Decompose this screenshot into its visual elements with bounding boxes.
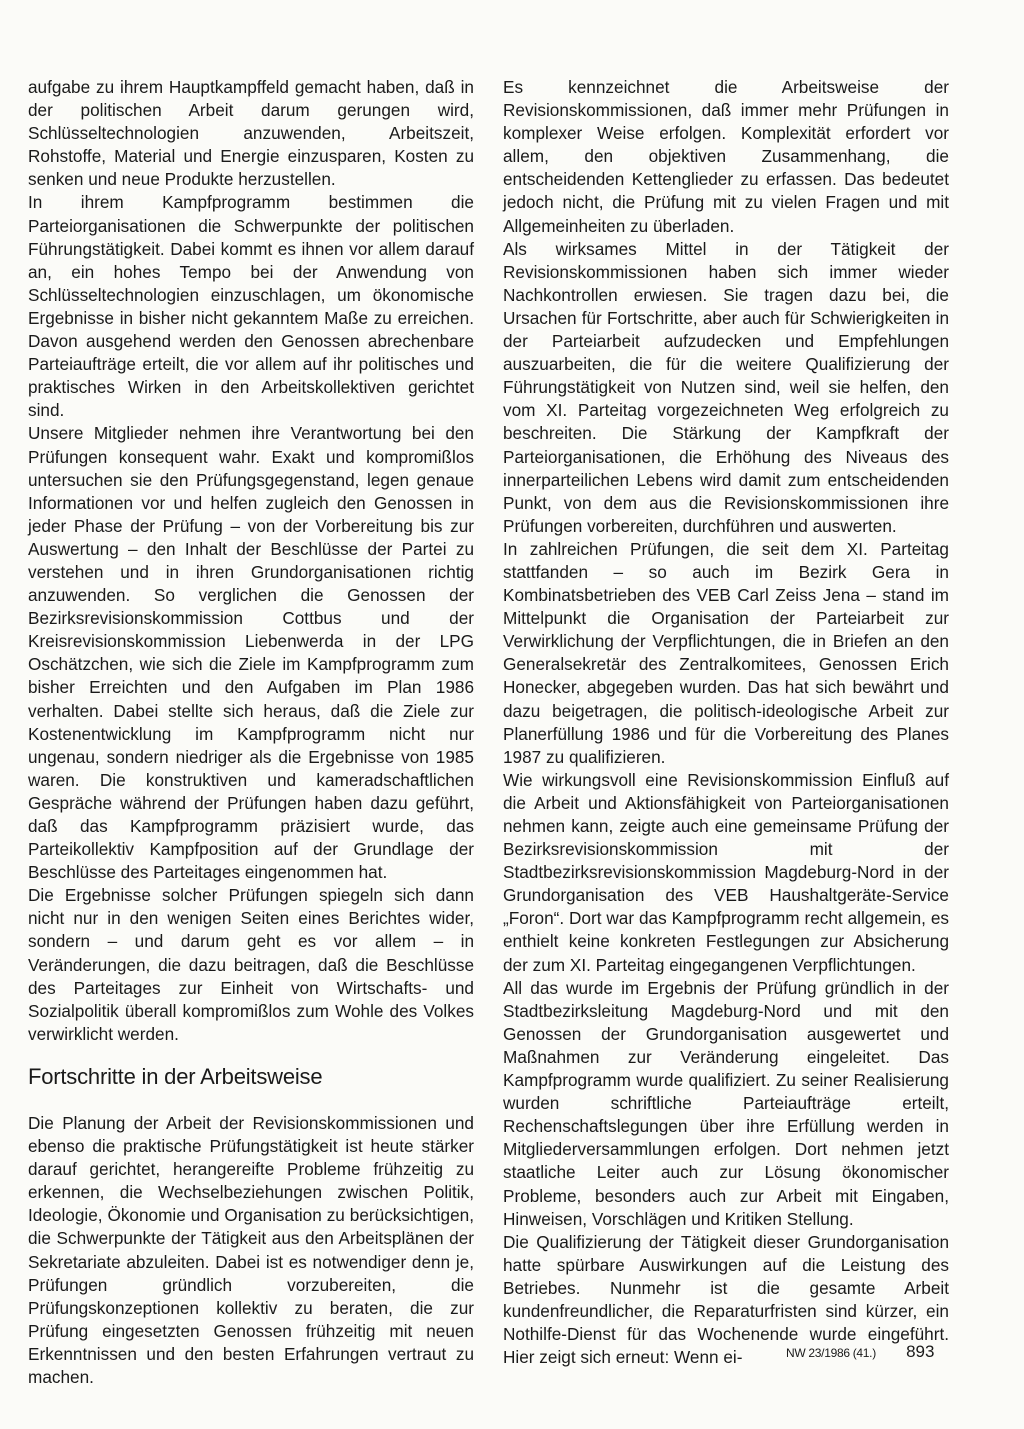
page-footer — [786, 1342, 934, 1362]
issue-reference: NW 23/1986 (41.) — [786, 1346, 876, 1360]
paragraph: Die Qualifizierung der Tätigkeit dieser Grundorganisation hatte spürbare Auswirkungen auf die Leistung des Betriebes. Nunmehr ist die gesamte Arbeit kundenfreundlicher, die Reparaturfristen sind kürzer, ein Nothilfe-Dienst für das Wochenende wurde eingeführt. Hier zeigt sich erneut: Wenn ei- — [503, 1231, 949, 1368]
page-number: 893 — [906, 1342, 935, 1361]
left-column — [28, 76, 474, 1389]
paragraph: In ihrem Kampfprogramm bestimmen die Parteiorganisationen die Schwerpunkte der politischen Führungstätigkeit. Dabei kommt es ihnen vor allem darauf an, ein hohes Tempo bei der Anwendung von Schlüsseltechnologien einzuschlagen, um ökonomische Ergebnisse in bisher nicht gekanntem Maße zu erreichen. Davon ausgehend werden den Genossen abrechenbare Parteiaufträge erteilt, die vor allem auf ihr politisches und praktisches Wirken in den Arbeitskollektiven gerichtet sind. — [28, 192, 474, 421]
paragraph: Die Ergebnisse solcher Prüfungen spiegeln sich dann nicht nur in den wenigen Seiten eines Berichtes wider, sondern – und darum geht es vor allem – in Veränderungen, die dazu beitragen, daß die Beschlüsse des Parteitages zur Einheit von Wirtschafts- und Sozialpolitik überall kompromißlos zum Wohle des Volkes verwirklicht werden. — [28, 885, 474, 1044]
section-heading: Fortschritte in der Arbeitsweise — [28, 1063, 323, 1089]
right-column — [503, 76, 949, 1369]
paragraph: Es kennzeichnet die Arbeitsweise der Revisionskommissionen, daß immer mehr Prüfungen in komplexer Weise erfolgen. Komplexität erfordert vor allem, den objektiven Zusammenhang, die entscheidenden Kettenglieder zu erfassen. Das bedeutet jedoch nicht, die Prüfung mit zu vielen Fragen und mit Allgemeinheiten zu überladen. — [503, 77, 949, 236]
paragraph: Unsere Mitglieder nehmen ihre Verantwortung bei den Prüfungen konsequent wahr. Exakt und kompromißlos untersuchen sie den Prüfungsgegenstand, legen genaue Informationen vor und helfen zugleich den Genossen in jeder Phase der Prüfung – von der Vorbereitung bis zur Auswertung – den Inhalt der Beschlüsse der Partei zu verstehen und in ihren Grundorganisationen richtig anzuwenden. So verglichen die Genossen der Bezirksrevisionskommission Cottbus und der Kreisrevisionskommission Liebenwerda in der LPG Oschätzchen, wie sich die Ziele im Kampfprogramm zum bisher Erreichten und den Aufgaben im Plan 1986 verhalten. Dabei stellte sich heraus, daß die Ziele zur Kostenentwicklung im Kampfprogramm nicht nur ungenau, sondern niedriger als die Ergebnisse von 1985 waren. Die konstruktiven und kameradschaftlichen Gespräche während der Prüfungen haben dazu geführt, daß das Kampfprogramm präzisiert wurde, das Parteikollektiv Kampfposition auf der Grundlage der Beschlüsse des Parteitages eingenommen hat. — [28, 423, 474, 883]
paragraph: Die Planung der Arbeit der Revisionskommissionen und ebenso die praktische Prüfungstätigkeit ist heute stärker darauf gerichtet, herangereifte Probleme frühzeitig zu erkennen, die Wechselbeziehungen zwischen Politik, Ideologie, Ökonomie und Organisation zu berücksichtigen, die Schwerpunkte der Tätigkeit aus den Arbeitsplänen der Sekretariate abzuleiten. Dabei ist es notwendiger denn je, Prüfungen gründlich vorzubereiten, die Prüfungskonzeptionen kollektiv zu beraten, die zur Prüfung eingesetzten Genossen frühzeitig mit neuen Erkenntnissen und den besten Erfahrungen vertraut zu machen. — [28, 1112, 474, 1387]
paragraph: In zahlreichen Prüfungen, die seit dem XI. Parteitag stattfanden – so auch im Bezirk Gera in Kombinatsbetrieben des VEB Carl Zeiss Jena – stand im Mittelpunkt die Organisation der Parteiarbeit zur Verwirklichung der Verpflichtungen, die in Briefen an den Generalsekretär des Zentralkomitees, Genossen Erich Honecker, abgegeben wurden. Das hat sich bewährt und dazu beigetragen, die politisch-ideologische Arbeit zur Planerfüllung 1986 und für die Vorbereitung des Planes 1987 zu qualifizieren. — [503, 538, 949, 767]
paragraph: Als wirksames Mittel in der Tätigkeit der Revisionskommissionen haben sich immer wieder Nachkontrollen erwiesen. Sie tragen dazu bei, die Ursachen für Fortschritte, aber auch für Schwierigkeiten in der Parteiarbeit aufzudecken und Empfehlungen auszuarbeiten, die für die weitere Qualifizierung der Führungstätigkeit von Nutzen sind, weil sie helfen, den vom XI. Parteitag vorgezeichneten Weg erfolgreich zu beschreiten. Die Stärkung der Kampfkraft der Parteiorganisationen, die Erhöhung des Niveaus des innerparteilichen Lebens wird damit zum entscheidenden Punkt, von dem aus die Revisionskommissionen ihre Prüfungen vorbereiten, durchführen und auswerten. — [503, 238, 949, 536]
paragraph: aufgabe zu ihrem Hauptkampffeld gemacht haben, daß in der politischen Arbeit darum gerungen wird, Schlüsseltechnologien anzuwenden, Arbeitszeit, Rohstoffe, Material und Energie einzusparen, Kosten zu senken und neue Produkte herzustellen. — [28, 77, 474, 190]
paragraph: All das wurde im Ergebnis der Prüfung gründlich in der Stadtbezirksleitung Magdeburg-Nord und mit den Genossen der Grundorganisation ausgewertet und Maßnahmen zur Veränderung eingeleitet. Das Kampfprogramm wurde qualifiziert. Zu seiner Realisierung wurden schriftliche Parteiaufträge erteilt, Rechenschaftslegungen über ihre Erfüllung werden in Mitgliederversammlungen erfolgen. Dort nehmen jetzt staatliche Leiter auch zur Lösung ökonomischer Probleme, besonders auch zur Arbeit mit Eingaben, Hinweisen, Vorschlägen und Kritiken Stellung. — [503, 977, 949, 1229]
paragraph: Wie wirkungsvoll eine Revisionskommission Einfluß auf die Arbeit und Aktionsfähigkeit von Parteiorganisationen nehmen kann, zeigte auch eine gemeinsame Prüfung der Bezirksrevisionskommission mit der Stadtbezirksrevisionskommission Magdeburg-Nord in der Grundorganisation des VEB Haushaltgeräte-Service „Foron“. Dort war das Kampfprogramm recht allgemein, es enthielt keine konkreten Festlegungen zur Absicherung der zum XI. Parteitag eingegangenen Verpflichtungen. — [503, 769, 949, 975]
